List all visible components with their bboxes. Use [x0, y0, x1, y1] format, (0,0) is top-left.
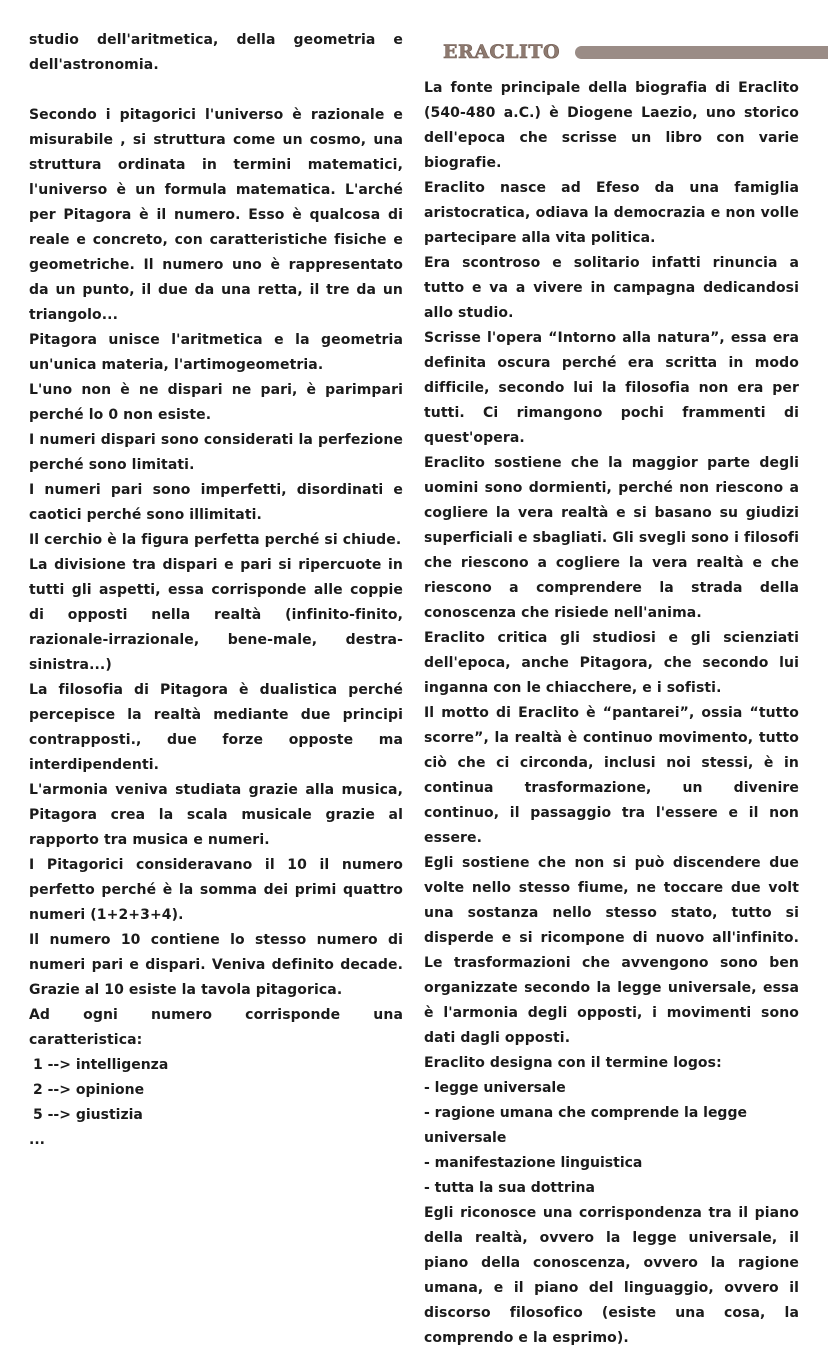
left-column: [29, 28, 403, 1153]
right-column: [424, 76, 799, 1351]
paragraph: Ad ogni numero corrisponde una caratteristica:: [29, 1007, 403, 1048]
section-heading-row: [443, 41, 828, 71]
paragraph: Il motto di Eraclito è “pantarei”, ossia “tutto scorre”, la realtà è continuo movimento, tutto ciò che ci circonda, inclusi noi stessi, è in continua trasformazione, un divenire continuo, il passaggio tra l'essere e il non essere.: [424, 705, 799, 846]
paragraph-gap: [29, 78, 403, 103]
paragraph: Il numero 10 contiene lo stesso numero di numeri pari e dispari. Veniva definito decade. Grazie al 10 esiste la tavola pitagorica.: [29, 932, 403, 998]
heading-rule: [575, 46, 828, 59]
list-item: - manifestazione linguistica: [424, 1155, 643, 1171]
list-item: 2 --> opinione: [33, 1082, 145, 1098]
list-item: 1 --> intelligenza: [33, 1057, 169, 1073]
paragraph: Era scontroso e solitario infatti rinuncia a tutto e va a vivere in campagna dedicandosi allo studio.: [424, 255, 799, 321]
paragraph: Eraclito nasce ad Efeso da una famiglia aristocratica, odiava la democrazia e non volle partecipare alla vita politica.: [424, 180, 799, 246]
paragraph: L'uno non è ne dispari ne pari, è parimpari perché lo 0 non esiste.: [29, 382, 403, 423]
paragraph: I Pitagorici consideravano il 10 il numero perfetto perché è la somma dei primi quattro numeri (1+2+3+4).: [29, 857, 403, 923]
paragraph: Secondo i pitagorici l'universo è razionale e misurabile , si struttura come un cosmo, una struttura ordinata in termini matematici, l'universo è un formula matematica. L'arché per Pitagora è il numero. Esso è qualcosa di reale e concreto, con caratteristiche fisiche e geometriche. Il numero uno è rappresentato da un punto, il due da una retta, il tre da un triangolo...: [29, 107, 403, 323]
list-item: - ragione umana che comprende la legge universale: [424, 1105, 747, 1146]
paragraph: Scrisse l'opera “Intorno alla natura”, essa era definita oscura perché era scritta in modo difficile, secondo lui la filosofia non era per tutti. Ci rimangono pochi frammenti di quest'opera.: [424, 330, 799, 446]
paragraph: Eraclito sostiene che la maggior parte degli uomini sono dormienti, perché non riescono a cogliere la vera realtà e si basano su giudizi superficiali e sbagliati. Gli svegli sono i filosofi che riescono a cogliere la vera realtà e che riescono a comprendere la strada della conoscenza che risiede nell'anima.: [424, 455, 799, 621]
paragraph: Egli riconosce una corrispondenza tra il piano della realtà, ovvero la legge universale, il piano della conoscenza, ovvero la ragione umana, e il piano del linguaggio, ovvero il discorso filosofico (esiste una cosa, la comprendo e la esprimo).: [424, 1205, 799, 1346]
paragraph: studio dell'aritmetica, della geometria e dell'astronomia.: [29, 32, 403, 73]
paragraph: Eraclito designa con il termine logos:: [424, 1055, 722, 1071]
list-item: ...: [29, 1132, 45, 1148]
section-heading: ERACLITO: [443, 41, 561, 63]
paragraph: Pitagora unisce l'aritmetica e la geometria un'unica materia, l'artimogeometria.: [29, 332, 403, 373]
paragraph: Il cerchio è la figura perfetta perché si chiude.: [29, 532, 402, 548]
list-item: 5 --> giustizia: [33, 1107, 143, 1123]
paragraph: La filosofia di Pitagora è dualistica perché percepisce la realtà mediante due principi contrapposti., due forze opposte ma interdipendenti.: [29, 682, 403, 773]
paragraph: Egli sostiene che non si può discendere due volte nello stesso fiume, ne toccare due volt una sostanza nello stesso stato, tutto si disperde e si ricompone di nuovo all'infinito. Le trasformazioni che avvengono sono ben organizzate secondo la legge universale, essa è l'armonia degli opposti, i movimenti sono dati dagli opposti.: [424, 855, 799, 1046]
paragraph: L'armonia veniva studiata grazie alla musica, Pitagora crea la scala musicale grazie al rapporto tra musica e numeri.: [29, 782, 403, 848]
list-item: - legge universale: [424, 1080, 566, 1096]
paragraph: I numeri pari sono imperfetti, disordinati e caotici perché sono illimitati.: [29, 482, 403, 523]
paragraph: La divisione tra dispari e pari si ripercuote in tutti gli aspetti, essa corrisponde alle coppie di opposti nella realtà (infinito-finito, razionale-irrazionale, bene-male, destra-sinistra...): [29, 557, 403, 673]
list-item: - tutta la sua dottrina: [424, 1180, 595, 1196]
paragraph: I numeri dispari sono considerati la perfezione perché sono limitati.: [29, 432, 403, 473]
paragraph: La fonte principale della biografia di Eraclito (540-480 a.C.) è Diogene Laezio, uno storico dell'epoca che scrisse un libro con varie biografie.: [424, 80, 799, 171]
paragraph: Eraclito critica gli studiosi e gli scienziati dell'epoca, anche Pitagora, che secondo lui inganna con le chiacchere, e i sofisti.: [424, 630, 799, 696]
